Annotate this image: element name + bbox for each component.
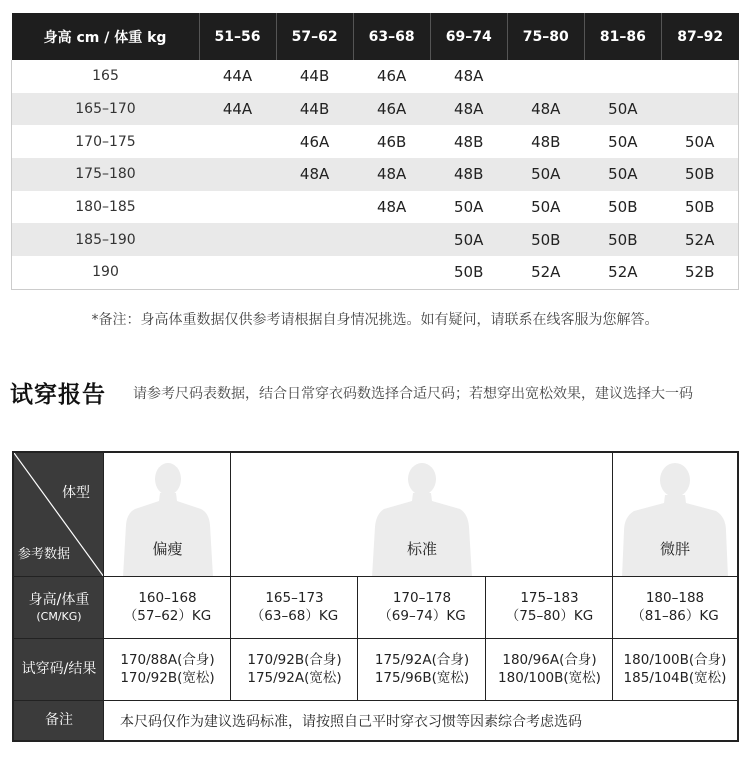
table-cell: 50B	[608, 198, 638, 217]
corner-header	[14, 453, 104, 577]
size-chart-header-row	[12, 13, 739, 60]
weight-range: （81–86）KG	[631, 608, 719, 624]
section-title: 试穿报告	[10, 382, 106, 408]
header-cell: 身高 cm / 体重 kg	[12, 13, 200, 60]
body-type-slim	[104, 453, 231, 577]
table-cell: 50A	[584, 158, 661, 191]
header-cell: 69–74	[430, 13, 507, 60]
table-cell: 50A	[507, 158, 584, 191]
table-cell: 165	[12, 60, 200, 93]
body-type-label: 偏瘦	[152, 540, 183, 558]
table-row	[12, 223, 739, 256]
table-cell: 44B	[276, 93, 353, 126]
table-cell: 48A	[353, 158, 430, 191]
height-range: 175–183	[520, 590, 579, 607]
size-chart-note: *备注：身高体重数据仅供参考请根据自身情况挑选。如有疑问，请联系在线客服为您解答。	[91, 312, 659, 328]
table-cell: 48A	[507, 93, 584, 126]
corner-label-reference: 参考数据	[18, 546, 71, 562]
table-row	[12, 158, 739, 191]
weight-range: （69–74）KG	[378, 608, 466, 624]
table-cell: 44B	[299, 67, 330, 86]
grid-line	[14, 638, 737, 639]
header-cell: 57–62	[276, 13, 353, 60]
table-row	[12, 125, 739, 158]
table-cell: 46A	[376, 67, 407, 86]
loose-result: 170/92B(宽松)	[120, 670, 215, 686]
table-cell	[199, 256, 276, 289]
grid-line	[485, 577, 486, 701]
table-cell: 50A	[608, 132, 638, 151]
row-header-label: 备注	[45, 711, 73, 728]
corner-label-body-type: 体型	[62, 485, 90, 501]
table-cell: 48B	[430, 158, 507, 191]
loose-result: 180/100B(宽松)	[498, 670, 601, 686]
header-cell: 63–68	[353, 13, 430, 60]
table-cell: 48B	[454, 132, 484, 151]
table-cell: 180–185	[12, 191, 200, 224]
table-cell	[199, 191, 276, 224]
table-cell	[276, 223, 353, 256]
size-chart-table	[11, 13, 739, 290]
try-result-cell	[613, 639, 737, 701]
row-header-height-weight	[14, 577, 104, 639]
table-cell: 48A	[276, 158, 353, 191]
table-cell: 52B	[661, 256, 738, 289]
loose-result: 185/104B(宽松)	[623, 670, 727, 686]
table-cell: 50B	[661, 191, 738, 224]
table-cell: 50A	[584, 93, 661, 126]
table-cell: 165–170	[12, 93, 200, 126]
row-header-label: 试穿码/结果	[21, 661, 97, 678]
table-cell: 48B	[531, 132, 561, 151]
table-row	[12, 256, 739, 289]
try-result-cell	[486, 639, 613, 701]
table-row	[12, 191, 739, 224]
row-header-remark	[14, 701, 104, 740]
fit-result: 175/92A(合身)	[374, 652, 470, 669]
height-weight-cell	[486, 577, 613, 639]
table-cell: 48A	[376, 198, 407, 217]
grid-line	[14, 576, 737, 577]
height-weight-cell	[104, 577, 231, 639]
body-type-label: 微胖	[659, 540, 690, 558]
table-cell: 46A	[353, 93, 430, 126]
loose-result: 175/96B(宽松)	[374, 670, 470, 686]
table-cell: 48A	[430, 93, 507, 126]
weight-range: （57–62）KG	[123, 608, 212, 624]
try-result-cell	[231, 639, 358, 701]
table-cell: 185–190	[12, 223, 200, 256]
table-cell: 170–175	[12, 125, 200, 158]
height-weight-cell	[358, 577, 486, 639]
table-cell: 52A	[584, 256, 661, 289]
row-header-try-size	[14, 639, 104, 701]
table-cell: 50B	[661, 158, 738, 191]
table-cell: 50A	[661, 125, 738, 158]
height-range: 170–178	[392, 590, 452, 607]
grid-line	[612, 453, 613, 701]
table-cell	[661, 93, 738, 126]
try-result-cell	[358, 639, 486, 701]
table-cell	[199, 125, 276, 158]
loose-result: 175/92A(宽松)	[247, 670, 342, 686]
table-cell: 52A	[661, 223, 738, 256]
height-range: 160–168	[138, 590, 197, 607]
person-silhouette-icon	[616, 459, 734, 577]
body-type-chubby	[613, 453, 737, 577]
table-cell	[353, 256, 430, 289]
fit-result: 180/100B(合身)	[623, 652, 727, 669]
table-cell: 46B	[376, 132, 407, 151]
body-type-label: 标准	[406, 540, 437, 558]
weight-range: （75–80）KG	[505, 608, 594, 624]
remark-text: 本尺码仅作为建议选码标准，请按照自己平时穿衣习惯等因素综合考虑选码	[120, 713, 582, 730]
height-weight-cell	[613, 577, 737, 639]
try-result-cell	[104, 639, 231, 701]
height-range: 180–188	[645, 590, 705, 607]
table-row	[12, 60, 739, 93]
table-cell: 44A	[199, 93, 276, 126]
person-silhouette-icon	[113, 459, 223, 577]
table-cell	[199, 223, 276, 256]
row-header-label: 身高/体重	[28, 592, 90, 609]
section-subtitle: 请参考尺码表数据，结合日常穿衣码数选择合适尺码；若想穿出宽松效果，建议选择大一码	[133, 386, 693, 402]
table-cell	[584, 60, 661, 93]
grid-line	[230, 453, 231, 701]
table-cell: 175–180	[12, 158, 200, 191]
grid-line	[357, 577, 358, 701]
table-cell: 46A	[299, 132, 330, 151]
header-cell: 81–86	[584, 13, 661, 60]
header-cell: 87–92	[661, 13, 738, 60]
weight-range: （63–68）KG	[250, 608, 339, 624]
table-cell: 50B	[507, 223, 584, 256]
fit-report-table	[12, 451, 739, 742]
table-cell: 44A	[222, 67, 253, 86]
person-silhouette-icon	[362, 459, 482, 577]
table-row	[12, 93, 739, 126]
header-cell: 51–56	[199, 13, 276, 60]
table-cell	[353, 223, 430, 256]
table-cell: 50A	[531, 198, 561, 217]
table-cell: 50B	[584, 223, 661, 256]
table-cell: 52A	[507, 256, 584, 289]
fit-result: 170/88A(合身)	[120, 652, 215, 669]
height-range: 165–173	[265, 590, 324, 607]
height-weight-cell	[231, 577, 358, 639]
table-cell: 50A	[430, 223, 507, 256]
table-cell: 50B	[430, 256, 507, 289]
table-cell	[276, 256, 353, 289]
grid-line	[103, 453, 104, 740]
header-cell: 75–80	[507, 13, 584, 60]
grid-line	[14, 700, 737, 701]
table-cell: 190	[12, 256, 200, 289]
table-cell	[199, 158, 276, 191]
table-cell	[276, 191, 353, 224]
table-cell	[661, 60, 738, 93]
fit-result: 170/92B(合身)	[247, 652, 342, 669]
body-type-standard	[231, 453, 613, 577]
table-cell: 50A	[454, 198, 484, 217]
table-cell	[507, 60, 584, 93]
fit-result: 180/96A(合身)	[502, 652, 597, 669]
row-header-unit: (CM/KG)	[36, 609, 82, 623]
table-cell: 48A	[454, 67, 484, 86]
remark-cell	[104, 701, 737, 740]
